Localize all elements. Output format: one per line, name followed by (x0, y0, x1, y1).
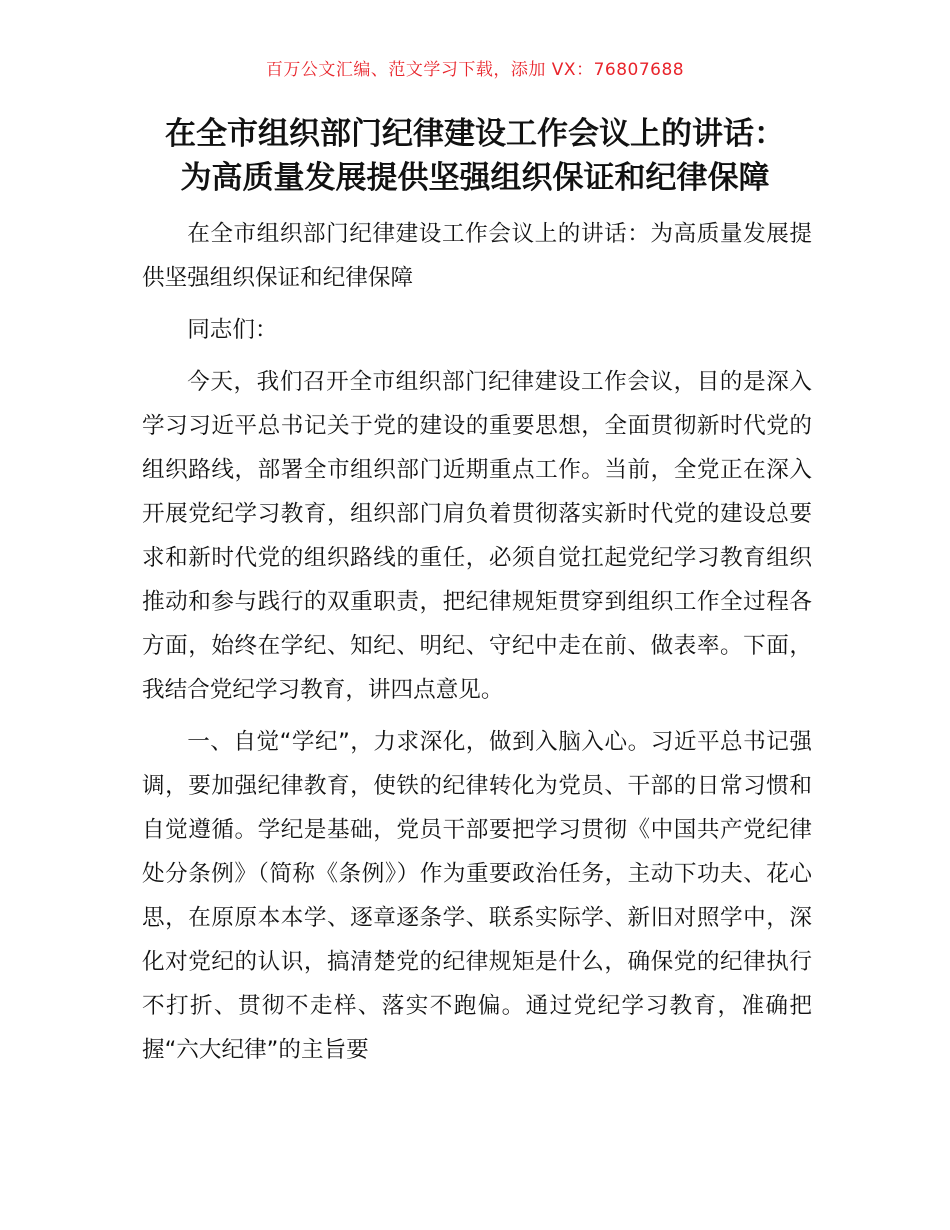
document-body (142, 212, 812, 1080)
title-line-2: 为高质量发展提供坚强组织保证和纪律保障 (180, 160, 770, 196)
title-line-1: 在全市组织部门纪律建设工作会议上的讲话： (165, 116, 785, 152)
intro-paragraph: 今天，我们召开全市组织部门纪律建设工作会议，目的是深入学习习近平总书记关于党的建设的重要思想，全面贯彻新时代党的组织路线，部署全市组织部门近期重点工作。当前，全党正在深入开展党纪学习教育，组织部门肩负着贯彻落实新时代党的建设总要求和新时代党的组织路线的重任，必须自觉扛起党纪学习教育组织推动和参与践行的双重职责，把纪律规矩贯穿到组织工作全过程各方面，始终在学纪、知纪、明纪、守纪中走在前、做表率。下面，我结合党纪学习教育，讲四点意见。 (142, 369, 812, 703)
document-title (120, 112, 830, 200)
greeting-paragraph: 同志们： (187, 317, 278, 343)
subtitle-paragraph: 在全市组织部门纪律建设工作会议上的讲话：为高质量发展提供坚强组织保证和纪律保障 (142, 221, 812, 291)
header-watermark-note: 百万公文汇编、范文学习下载，添加 VX：76807688 (265, 60, 685, 80)
section-one-paragraph: 一、自觉“学纪”，力求深化，做到入脑入心。习近平总书记强调，要加强纪律教育，使铁的纪律转化为党员、干部的日常习惯和自觉遵循。学纪是基础，党员干部要把学习贯彻《中国共产党纪律处分条例》（简称《条例》）作为重要政治任务，主动下功夫、花心思，在原原本本学、逐章逐条学、联系实际学、新旧对照学中，深化对党纪的认识，搞清楚党的纪律规矩是什么，确保党的纪律执行不打折、贯彻不走样、落实不跑偏。通过党纪学习教育，准确把握“六大纪律”的主旨要 (142, 729, 812, 1063)
